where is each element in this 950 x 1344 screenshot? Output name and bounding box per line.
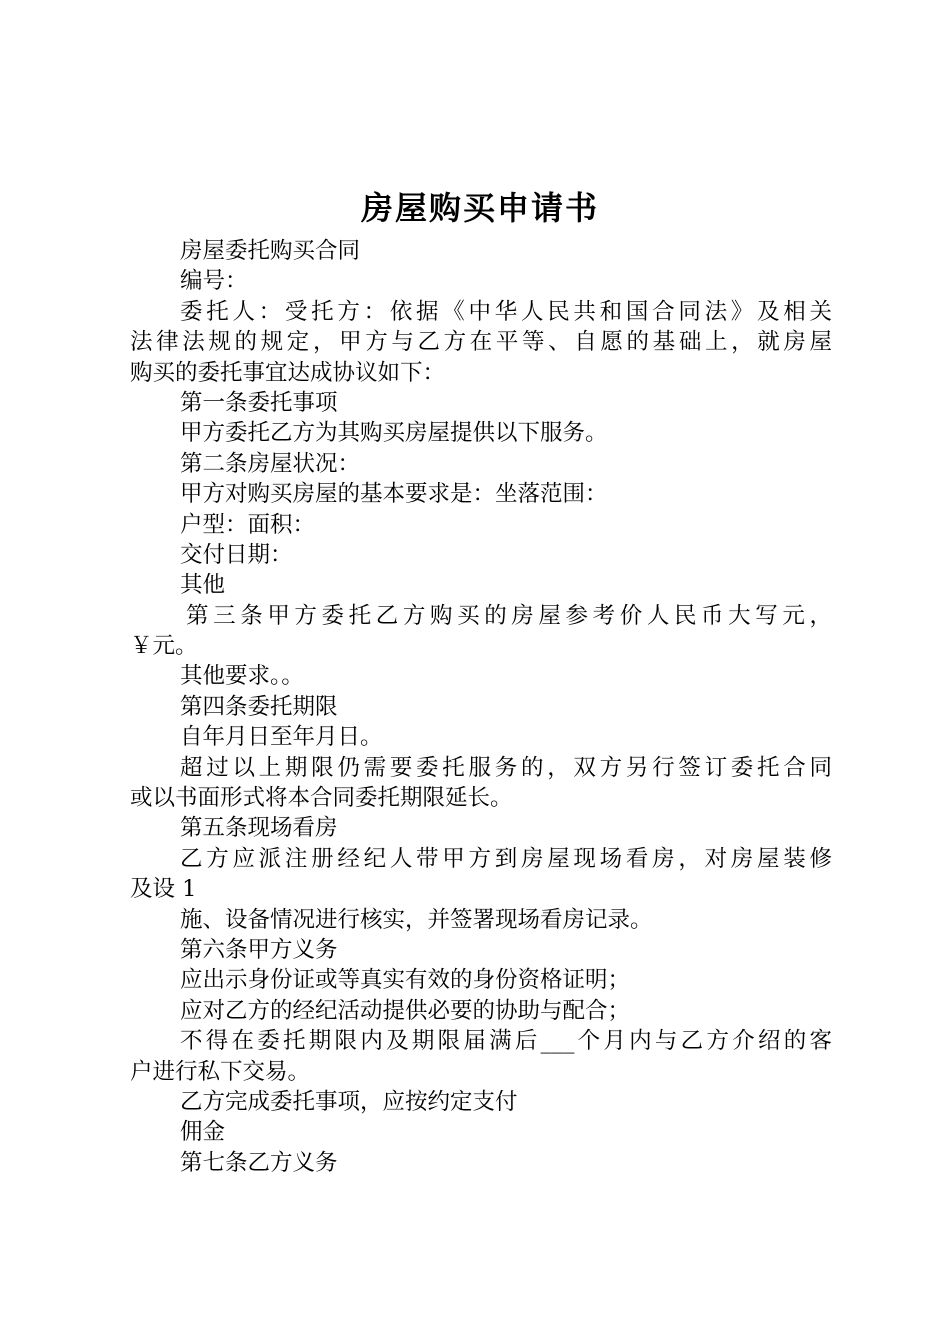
paragraph-line: 乙方完成委托事项，应按约定支付 [180,1088,518,1115]
paragraph-line: 第七条乙方义务 [180,1149,338,1176]
paragraph-line: 自年月日至年月日。 [180,724,383,751]
paragraph-line: 交付日期： [180,541,293,568]
paragraph-line: 乙方应派注册经纪人带甲方到房屋现场看房，对房屋装修 [180,845,832,872]
paragraph-line: 户进行私下交易。 [130,1058,311,1085]
paragraph-line: 第五条现场看房 [180,815,338,842]
paragraph-line: 第六条甲方义务 [180,936,338,963]
paragraph-line: 其他 [180,572,226,599]
paragraph-line: 委托人：受托方：依据《中华人民共和国合同法》及相关 [180,298,832,325]
paragraph-line: 应对乙方的经纪活动提供必要的协助与配合； [180,997,631,1024]
paragraph-line: 佣金 [180,1119,226,1146]
paragraph-line: 第四条委托期限 [180,693,338,720]
paragraph-line: 其他要求。。 [180,663,304,690]
paragraph-line: ￥元。 [130,633,198,660]
paragraph-line: 超过以上期限仍需要委托服务的，双方另行签订委托合同 [180,754,832,781]
paragraph-line: 编号： [180,268,248,295]
paragraph-line: 及设 1 [130,876,197,903]
paragraph-line: 第三条甲方委托乙方购买的房屋参考价人民币大写元， [186,602,832,629]
paragraph-line: 或以书面形式将本合同委托期限延长。 [130,785,513,812]
document-body [130,236,832,1178]
paragraph-line: 户型：面积： [180,511,316,538]
paragraph-line: 不得在委托期限内及期限届满后___个月内与乙方介绍的客 [180,1028,832,1055]
paragraph-line: 甲方委托乙方为其购买房屋提供以下服务。 [180,420,608,447]
paragraph-line: 法律法规的规定，甲方与乙方在平等、自愿的基础上，就房屋 [130,329,832,356]
paragraph-line: 施、设备情况进行核实，并签署现场看房记录。 [180,906,653,933]
paragraph-line: 甲方对购买房屋的基本要求是：坐落范围： [180,481,608,508]
document-title: 房屋购买申请书 [360,189,599,227]
paragraph-line: 房屋委托购买合同 [180,238,361,264]
paragraph-line: 应出示身份证或等真实有效的身份资格证明； [180,967,631,994]
paragraph-line: 购买的委托事宜达成协议如下： [130,359,446,386]
paragraph-line: 第二条房屋状况： [180,450,361,477]
paragraph-line: 第一条委托事项 [180,389,338,416]
